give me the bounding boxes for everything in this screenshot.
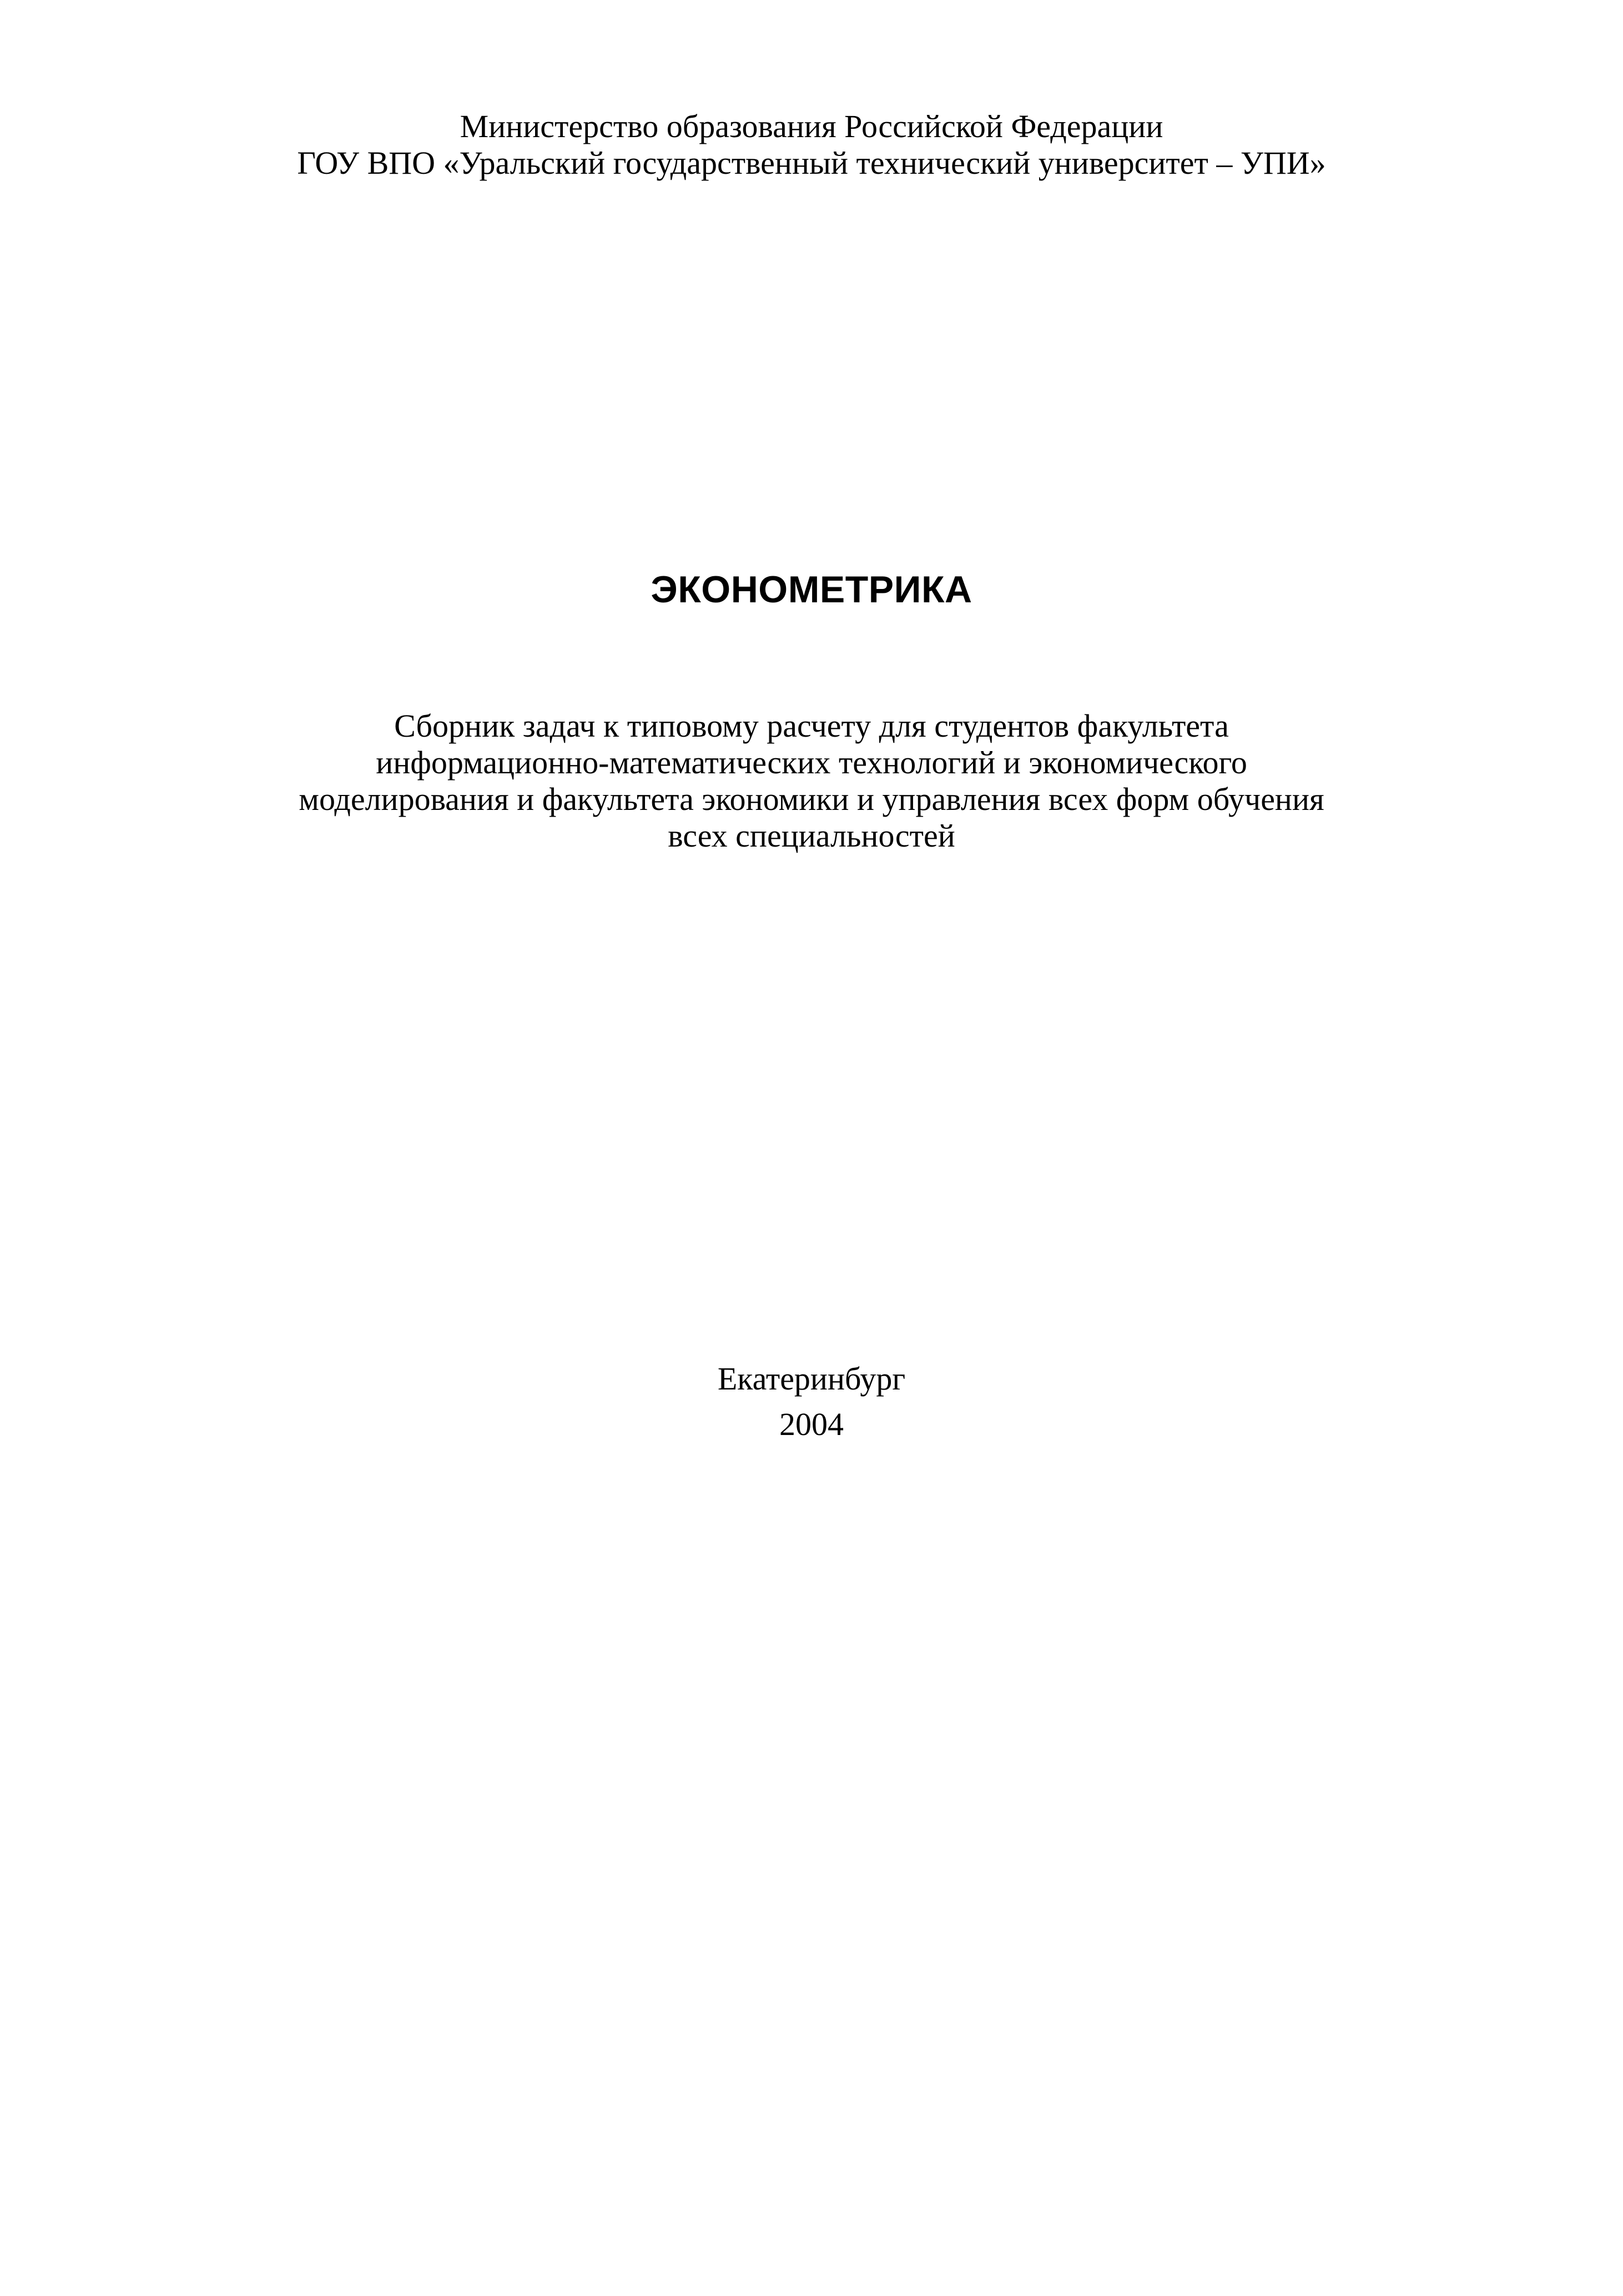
subtitle-line-2: информационно-математических технологий и экономического [376, 744, 1247, 781]
ministry-line: Министерство образования Российской Федерации [460, 108, 1163, 144]
subtitle-line-1: Сборник задач к типовому расчету для студентов факультета [394, 708, 1229, 744]
document-title: ЭКОНОМЕТРИКА [651, 568, 972, 611]
university-line: ГОУ ВПО «Уральский государственный технический университет – УПИ» [297, 145, 1326, 181]
city-line: Екатеринбург [717, 1361, 906, 1397]
year-line: 2004 [779, 1406, 844, 1442]
subtitle-line-3: моделирования и факультета экономики и управления всех форм обучения [299, 781, 1324, 817]
subtitle-line-4: всех специальностей [668, 818, 955, 854]
